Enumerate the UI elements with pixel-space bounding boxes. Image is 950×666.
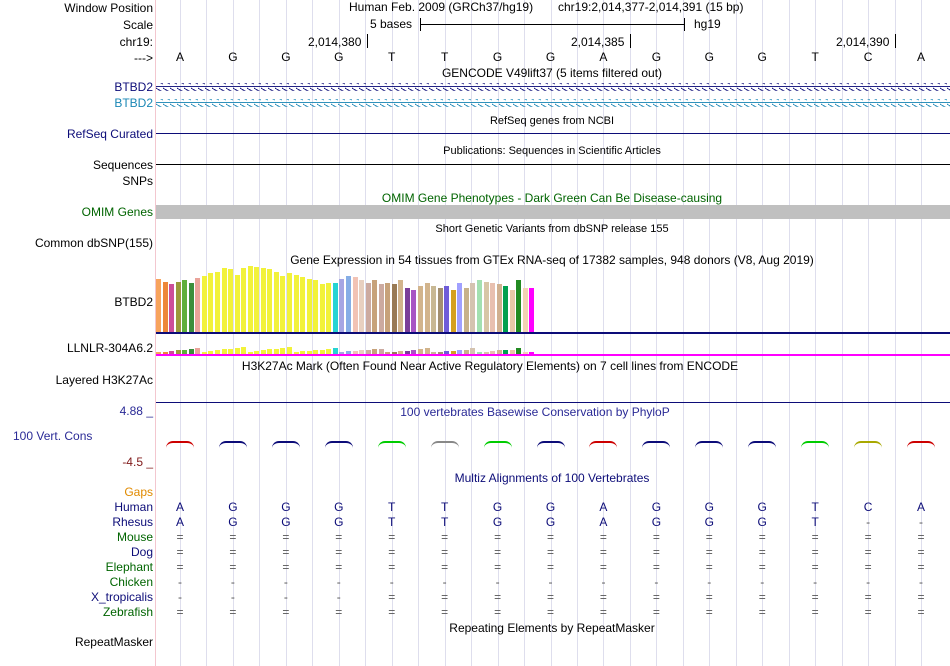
gtex-bar[interactable] [392,284,397,332]
gtex-bar-small[interactable] [287,347,292,354]
alignment-base: T [440,500,449,514]
alignment-base: = [282,605,290,619]
alignment-base: = [282,530,290,544]
gtex-bar[interactable] [477,280,482,332]
alignment-base: = [546,530,555,544]
alignment-base: = [441,530,449,544]
alignment-base: - [283,575,288,589]
gtex-bar[interactable] [438,288,443,332]
base: G [281,50,291,64]
alignment-base: = [652,590,660,604]
alignment-base: = [864,560,872,574]
alignment-base: A [175,500,185,514]
gtex-bar[interactable] [510,290,515,332]
alignment-base: = [546,605,555,619]
alignment-base: = [811,530,819,544]
gtex-bar[interactable] [248,266,253,332]
alignment-base: = [758,530,766,544]
pubs-track-title[interactable]: Publications: Sequences in Scientific Articles [443,145,661,157]
alignment-base: = [917,605,925,619]
gtex-bar[interactable] [372,280,377,332]
gtex-bar[interactable] [516,280,521,332]
gtex-bar[interactable] [418,286,423,332]
alignment-base: = [917,530,925,544]
gtex-bar[interactable] [385,283,390,332]
gtex-bar[interactable] [379,284,384,332]
alignment-base: = [917,560,925,574]
alignment-base: = [599,530,607,544]
window-position-label: Window Position [64,1,153,15]
tick-mark [367,34,368,48]
assembly-title: Human Feb. 2009 (GRCh37/hg19) [349,0,534,14]
h3k27ac-baseline [156,402,950,403]
gtex-bar[interactable] [339,279,344,332]
pubs-line[interactable] [156,164,950,165]
alignment-base: = [176,605,184,619]
pubs-track-label[interactable]: Sequences [92,158,153,172]
gtex-bar[interactable] [353,277,358,332]
alignment-base: = [335,530,343,544]
alignment-base: - [336,575,341,589]
alignment-base: = [441,545,449,559]
scale-bar [420,24,685,25]
gtex-bar[interactable] [195,278,200,332]
omim-gene-bar[interactable] [156,205,950,219]
base: G [334,50,344,64]
omim-track-title[interactable]: OMIM Gene Phenotypes - Dark Green Can Be Disease-causing [381,191,723,205]
alignment-base: = [758,590,766,604]
gtex-bar[interactable] [359,280,364,332]
gtex-bar[interactable] [235,275,240,332]
gencode-track-title[interactable]: GENCODE V49lift37 (5 items filtered out) [441,66,663,80]
alignment-base: = [652,545,660,559]
alignment-base: = [335,605,343,619]
alignment-base: G [334,515,344,529]
gtex-bar-chart[interactable] [156,266,950,358]
base: T [440,50,449,64]
alignment-base: = [229,605,237,619]
gtex-gene2-label[interactable]: LLNLR-304A6.2 [66,341,153,355]
position-range: chr19:2,014,377-2,014,391 (15 bp) [558,0,744,14]
alignment-base: - [707,575,712,589]
species-label[interactable]: Human [114,500,153,514]
alignment-base: = [494,545,502,559]
base: G [651,50,662,64]
gtex-bar[interactable] [208,273,213,332]
alignment-base: T [811,500,819,514]
cons-glyph [166,441,194,448]
gtex-bar[interactable] [320,284,325,332]
gtex-bar[interactable] [280,276,285,332]
alignment-base: = [811,590,819,604]
gtex-bar[interactable] [366,283,371,332]
gtex-bar[interactable] [307,279,312,332]
alignment-base: - [230,590,235,604]
alignment-base: = [388,590,396,604]
cons-glyph [854,441,882,448]
cons-glyph [378,441,406,448]
base: G [228,50,238,64]
gtex-bar[interactable] [529,288,534,332]
alignment-base: = [864,545,872,559]
alignment-base: - [336,590,341,604]
track-image[interactable] [156,0,950,666]
alignment-base: - [495,575,500,589]
alignment-base: = [229,545,237,559]
h3k27ac-track-label[interactable]: Layered H3K27Ac [55,373,153,387]
db-label: hg19 [694,17,721,31]
gtex-bar[interactable] [215,272,220,332]
alignment-base: - [548,575,553,589]
alignment-base: = [652,605,660,619]
gtex-gene-label[interactable]: BTBD2 [114,295,153,309]
refseq-track-title[interactable]: RefSeq genes from NCBI [489,115,615,127]
h3k27ac-track-title[interactable]: H3K27Ac Mark (Often Found Near Active Regulatory Elements) on 7 cell lines from ENCODE [241,359,739,373]
refseq-track-label[interactable]: RefSeq Curated [66,127,153,141]
alignment-base: = [599,590,607,604]
alignment-base: = [864,530,872,544]
base: G [704,50,714,64]
gencode-item-btbd2[interactable]: BTBD2 [114,80,153,94]
species-label[interactable]: Dog [130,545,153,559]
species-label[interactable]: Chicken [109,575,153,589]
alignment-base: G [704,500,714,514]
alignment-base: = [546,590,555,604]
base: A [917,50,926,64]
gtex-bar[interactable] [497,284,502,332]
species-label[interactable]: Mouse [116,530,153,544]
alignment-base: = [652,530,660,544]
alignment-base: = [546,560,555,574]
alignment-base: G [545,500,556,514]
alignment-base: = [494,590,502,604]
gtex-bar[interactable] [189,283,194,332]
cons-glyph [695,441,723,448]
alignment-base: = [494,530,502,544]
alignment-base: = [705,545,713,559]
alignment-base: G [757,515,767,529]
alignment-base: - [866,515,871,529]
cons-glyph [219,441,247,448]
alignment-base: = [758,605,766,619]
base: C [863,50,873,64]
alignment-base: = [494,605,502,619]
gtex-bar[interactable] [464,288,469,332]
gtex-bar[interactable] [411,290,416,332]
cons-glyph [537,441,565,448]
gtex-bar[interactable] [202,276,207,332]
alignment-base: = [599,560,607,574]
scale-bar-right-tick [684,18,685,31]
alignment-base: = [494,560,502,574]
chrom-label: chr19: [119,35,153,49]
gtex-bar[interactable] [287,273,292,332]
gtex-bar[interactable] [484,282,489,332]
dbsnp-track-label[interactable]: Common dbSNP(155) [34,236,153,250]
alignment-base: - [813,575,818,589]
cons-min-label: -4.5 _ [122,455,153,469]
alignment-base: = [176,560,184,574]
species-label[interactable]: Rhesus [112,515,153,529]
base: G [757,50,767,64]
alignment-base: - [654,575,659,589]
alignment-base: - [919,575,924,589]
alignment-base: = [282,545,290,559]
gtex-bar[interactable] [346,276,351,332]
alignment-base: - [919,515,924,529]
alignment-base: = [652,560,660,574]
species-label[interactable]: X_tropicalis [90,590,153,604]
base: T [811,50,819,64]
gtex-bar[interactable] [431,286,436,332]
alignment-base: T [440,515,449,529]
alignment-base: = [811,545,819,559]
gtex-bar[interactable] [523,288,528,332]
cons-glyph [589,441,617,448]
alignment-base: G [492,500,503,514]
gtex-gene-line [156,332,950,334]
alignment-base: - [866,575,871,589]
scale-bar-left-tick [420,18,421,31]
cons-glyph [748,441,776,448]
alignment-base: = [864,590,872,604]
alignment-base: G [757,500,767,514]
gtex-bar[interactable] [451,290,456,332]
scale-text: 5 bases [370,17,413,31]
species-label[interactable]: Elephant [105,560,153,574]
gtex-bar[interactable] [490,283,495,332]
alignment-base: T [388,515,396,529]
alignment-base: = [282,560,290,574]
gtex-bar[interactable] [503,286,508,332]
alignment-base: - [389,575,394,589]
alignment-base: - [178,590,182,604]
gtex-track-title[interactable]: Gene Expression in 54 tissues from GTEx RNA-seq of 17382 samples, 948 donors (V8, Aug 2019) [290,253,814,267]
alignment-base: - [178,575,182,589]
tick-label: 2,014,380 [308,35,362,49]
gtex-bar[interactable] [326,283,331,332]
alignment-base: A [917,500,926,514]
track-labels [0,0,155,666]
cons-glyph [801,441,829,448]
repeatmasker-track-title[interactable]: Repeating Elements by RepeatMasker [449,621,655,635]
alignment-base: - [601,575,606,589]
base: A [175,50,185,64]
alignment-base: = [705,530,713,544]
alignment-base: = [388,530,396,544]
alignment-base: = [599,605,607,619]
cons-glyph [325,441,353,448]
gtex-bar[interactable] [261,268,266,332]
cons-track-label[interactable]: 100 Vert. Cons [13,429,93,443]
gtex-bar[interactable] [254,267,259,332]
cons-glyph [272,441,300,448]
tick-mark [895,34,896,48]
base: G [545,50,556,64]
alignment-base: - [760,575,765,589]
alignment-base: = [335,545,343,559]
gtex-bar[interactable] [228,269,233,332]
gtex-bar[interactable] [294,275,299,332]
alignment-base: T [811,515,819,529]
gtex-bar[interactable] [163,282,168,332]
strand-arrow-label: ---> [134,51,153,65]
alignment-base: - [283,590,288,604]
alignment-base: A [599,515,608,529]
base: A [599,50,608,64]
alignment-base: G [281,500,291,514]
alignment-base: A [175,515,185,529]
alignment-base: C [863,500,873,514]
alignment-base: = [229,530,237,544]
alignment-base: = [441,560,449,574]
alignment-base: G [545,515,556,529]
refseq-gene-line[interactable] [156,133,950,134]
alignment-base: = [388,605,396,619]
gencode-item-btbd2-alt[interactable]: BTBD2 [114,96,153,110]
alignment-base: - [230,575,235,589]
alignment-base: = [599,545,607,559]
scale-label: Scale [122,18,153,32]
alignment-base: = [758,545,766,559]
alignment-base: = [705,605,713,619]
gtex-bar[interactable] [274,272,279,332]
alignment-base: = [705,590,713,604]
tick-label: 2,014,385 [571,35,625,49]
gtex-bar[interactable] [333,283,338,332]
base: G [492,50,503,64]
gencode-transcript-2[interactable] [156,99,950,107]
alignment-base: = [546,545,555,559]
alignment-base: = [441,590,449,604]
alignment-base: = [758,560,766,574]
alignment-base: = [176,530,184,544]
species-label[interactable]: Zebrafish [102,605,153,619]
phylop-logo[interactable] [156,430,950,460]
alignment-base: = [811,560,819,574]
alignment-base: G [704,515,714,529]
alignment-base: G [492,515,503,529]
gtex-bar[interactable] [182,280,187,332]
alignment-base: G [228,515,238,529]
alignment-base: G [228,500,238,514]
gtex-bar[interactable] [405,288,410,332]
gtex-bar[interactable] [222,268,227,332]
alignment-base: A [599,500,608,514]
alignment-base: = [811,605,819,619]
alignment-base: T [388,500,396,514]
cons-max-label: 4.88 _ [119,404,153,418]
gtex-bar[interactable] [300,277,305,332]
alignment-base: G [651,500,662,514]
gencode-transcript-1[interactable] [156,83,950,91]
alignment-base: = [388,560,396,574]
omim-track-label[interactable]: OMIM Genes [81,205,153,219]
base: T [388,50,396,64]
gtex-bar[interactable] [169,284,174,332]
alignment-base: G [651,515,662,529]
alignment-base: = [864,605,872,619]
alignment-base: = [705,560,713,574]
alignment-base: = [388,545,396,559]
alignment-base: = [176,545,184,559]
alignment-base: = [917,590,925,604]
gtex-bar[interactable] [398,280,403,332]
gtex-bar[interactable] [241,268,246,332]
multiz-track-title[interactable]: Multiz Alignments of 100 Vertebrates [454,471,650,485]
gtex-bar[interactable] [176,282,181,332]
gtex-bar[interactable] [267,269,272,332]
cons-glyph [484,441,512,448]
alignment-base: G [281,515,291,529]
alignment-base: = [335,560,343,574]
alignment-base: G [334,500,344,514]
gtex-bar[interactable] [444,286,449,332]
gtex-bar[interactable] [313,280,318,332]
repeatmasker-track-label[interactable]: RepeatMasker [74,635,153,649]
dbsnp-track-title[interactable]: Short Genetic Variants from dbSNP release 155 [435,223,669,235]
cons-track-title[interactable]: 100 vertebrates Basewise Conservation by PhyloP [400,405,670,419]
gtex-bar[interactable] [470,283,475,332]
gtex-bar-small[interactable] [241,347,246,354]
gtex-bar[interactable] [156,279,161,332]
gtex-bar[interactable] [457,283,462,332]
gtex-gene2-line [156,354,950,356]
alignment-base: = [917,545,925,559]
cons-glyph [642,441,670,448]
alignment-base: - [442,575,447,589]
alignment-base: = [229,560,237,574]
cons-glyph [431,441,459,448]
alignment-base: = [441,605,449,619]
snps-track-label[interactable]: SNPs [122,174,153,188]
tick-label: 2,014,390 [836,35,890,49]
cons-glyph [907,441,935,448]
gtex-bar[interactable] [425,283,430,332]
tick-mark [630,34,631,48]
gaps-label: Gaps [124,485,153,499]
